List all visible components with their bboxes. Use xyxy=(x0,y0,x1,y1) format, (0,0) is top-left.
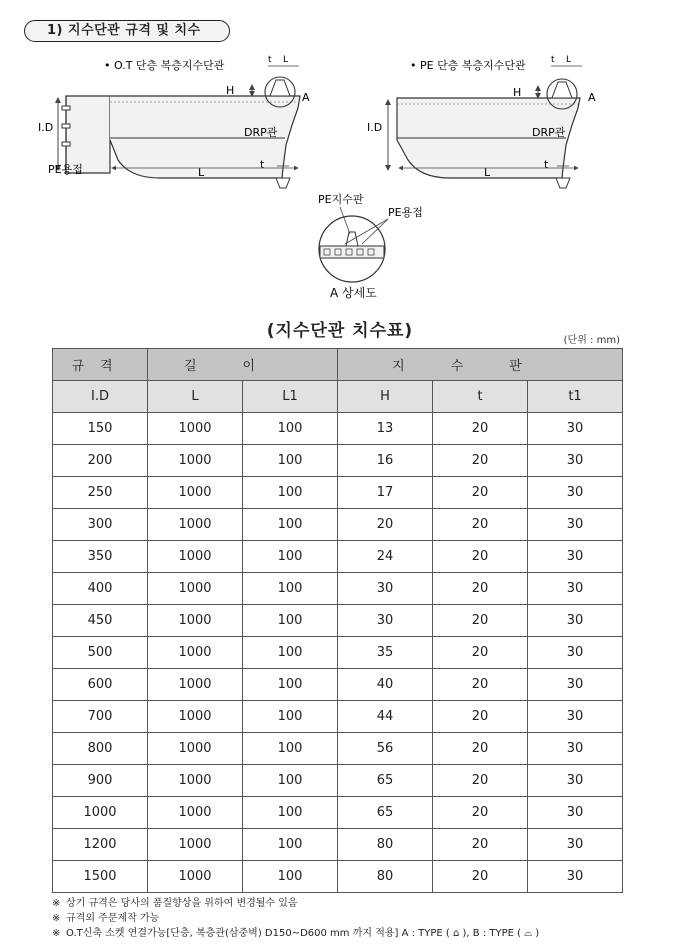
table-row xyxy=(53,765,623,797)
ot-socket xyxy=(66,96,110,173)
table-cell: 65 xyxy=(338,797,433,829)
pe-label-id: I.D xyxy=(367,121,383,134)
ot-label-id: I.D xyxy=(38,121,54,134)
table-cell: 100 xyxy=(243,765,338,797)
table-cell: 30 xyxy=(528,701,623,733)
table-cell: 100 xyxy=(243,637,338,669)
table-cell: 1000 xyxy=(148,477,243,509)
note-text: 상기 규격은 당사의 품질향상을 위하여 변경될수 있음 xyxy=(66,898,298,909)
table-cell: 1000 xyxy=(148,413,243,445)
ot-label-h: H xyxy=(226,84,235,97)
group-header-length: 길이 xyxy=(148,349,338,381)
table-row xyxy=(53,829,623,861)
table-cell: 80 xyxy=(338,861,433,893)
table-cell: 30 xyxy=(528,605,623,637)
table-cell: 300 xyxy=(53,509,148,541)
ot-clip xyxy=(62,124,70,128)
note-mark: ※ xyxy=(52,928,61,939)
table-cell: 100 xyxy=(243,477,338,509)
pe-label-a: A xyxy=(588,91,596,104)
table-cell: 100 xyxy=(243,541,338,573)
ot-label-drp: DRP관 xyxy=(244,126,278,139)
table-cell: 44 xyxy=(338,701,433,733)
column-header: L1 xyxy=(243,381,338,413)
table-cell: 56 xyxy=(338,733,433,765)
table-cell: 450 xyxy=(53,605,148,637)
table-cell: 800 xyxy=(53,733,148,765)
table-cell: 1000 xyxy=(148,541,243,573)
table-cell: 20 xyxy=(433,733,528,765)
table-cell: 30 xyxy=(528,669,623,701)
notes xyxy=(52,896,539,941)
table-cell: 100 xyxy=(243,445,338,477)
table-cell: 20 xyxy=(433,829,528,861)
note-item xyxy=(52,896,539,911)
table-cell: 20 xyxy=(433,509,528,541)
pe-label-drp: DRP관 xyxy=(532,126,566,139)
pe-label-h: H xyxy=(513,86,522,99)
table-cell: 30 xyxy=(528,829,623,861)
table-cell: 1000 xyxy=(148,701,243,733)
table-cell: 1000 xyxy=(148,445,243,477)
table-cell: 24 xyxy=(338,541,433,573)
table-cell: 30 xyxy=(528,477,623,509)
ot-clip xyxy=(62,106,70,110)
table-cell: 65 xyxy=(338,765,433,797)
table-cell: 1000 xyxy=(148,861,243,893)
table-cell: 200 xyxy=(53,445,148,477)
ot-label-l: L xyxy=(198,166,205,179)
table-cell: 30 xyxy=(528,413,623,445)
table-cell: 100 xyxy=(243,701,338,733)
ot-label-a: A xyxy=(302,91,310,104)
ot-clip xyxy=(62,142,70,146)
table-cell: 30 xyxy=(338,605,433,637)
table-cell: 100 xyxy=(243,733,338,765)
table-row xyxy=(53,669,623,701)
table-cell: 1000 xyxy=(148,829,243,861)
pe-label-t1: t xyxy=(551,55,555,65)
pe-label-l: L xyxy=(484,166,491,179)
table-cell: 30 xyxy=(528,509,623,541)
ot-label-l1: L xyxy=(283,55,289,65)
table-row xyxy=(53,605,623,637)
table-row xyxy=(53,509,623,541)
table-cell: 100 xyxy=(243,573,338,605)
table-cell: 30 xyxy=(528,573,623,605)
table-cell: 700 xyxy=(53,701,148,733)
table-cell: 20 xyxy=(433,541,528,573)
table-cell: 600 xyxy=(53,669,148,701)
group-header-plate: 지수판 xyxy=(338,349,623,381)
column-header: L xyxy=(148,381,243,413)
table-cell: 250 xyxy=(53,477,148,509)
table-cell: 400 xyxy=(53,573,148,605)
table-cell: 1000 xyxy=(148,509,243,541)
table-cell: 30 xyxy=(338,573,433,605)
detail-a-diagram xyxy=(318,192,423,300)
table-cell: 30 xyxy=(528,445,623,477)
detail-label-weld: PE용접 xyxy=(388,206,423,219)
table-cell: 30 xyxy=(528,765,623,797)
table-cell: 35 xyxy=(338,637,433,669)
table-cell: 17 xyxy=(338,477,433,509)
table-cell: 20 xyxy=(433,573,528,605)
table-cell: 30 xyxy=(528,541,623,573)
table-cell: 20 xyxy=(433,605,528,637)
table-cell: 1000 xyxy=(148,669,243,701)
table-cell: 1000 xyxy=(148,765,243,797)
table-cell: 40 xyxy=(338,669,433,701)
column-header: H xyxy=(338,381,433,413)
note-item xyxy=(52,911,539,926)
detail-label-plate: PE지수판 xyxy=(318,193,364,206)
table-cell: 20 xyxy=(433,477,528,509)
table-cell: 20 xyxy=(433,797,528,829)
ot-diagram xyxy=(38,55,310,188)
pe-flange xyxy=(552,82,572,98)
pe-diagram xyxy=(367,55,596,188)
ot-label-pe-weld: PE용접 xyxy=(48,163,83,176)
table-cell: 20 xyxy=(338,509,433,541)
table-cell: 100 xyxy=(243,605,338,637)
note-text: 규격외 주문제작 가능 xyxy=(66,913,160,924)
table-row xyxy=(53,573,623,605)
table-cell: 30 xyxy=(528,733,623,765)
note-text: O.T신축 소켓 연결가능[단층, 복층관(삼중벽) D150~D600 mm 까지 적용] A : TYPE ( ⌂ ), B : TYPE ( ⌓ ) xyxy=(66,928,540,939)
detail-caption: A 상세도 xyxy=(330,286,377,300)
table-cell: 100 xyxy=(243,797,338,829)
table-cell: 150 xyxy=(53,413,148,445)
table-cell: 30 xyxy=(528,797,623,829)
table-cell: 30 xyxy=(528,861,623,893)
table-cell: 1000 xyxy=(148,797,243,829)
table-cell: 1000 xyxy=(148,605,243,637)
table-cell: 100 xyxy=(243,861,338,893)
dimension-table xyxy=(52,348,623,893)
column-header: t1 xyxy=(528,381,623,413)
note-mark: ※ xyxy=(52,913,61,924)
diagram-figure xyxy=(0,0,680,310)
table-cell: 1200 xyxy=(53,829,148,861)
ot-flange xyxy=(270,80,290,96)
table-cell: 1500 xyxy=(53,861,148,893)
table-cell: 100 xyxy=(243,669,338,701)
table-cell: 500 xyxy=(53,637,148,669)
ot-label-t1: t xyxy=(268,55,272,65)
table-cell: 1000 xyxy=(53,797,148,829)
table-cell: 20 xyxy=(433,637,528,669)
table-cell: 1000 xyxy=(148,573,243,605)
group-header-spec: 규격 xyxy=(53,349,148,381)
column-header: t xyxy=(433,381,528,413)
table-cell: 350 xyxy=(53,541,148,573)
note-item xyxy=(52,926,539,941)
table-cell: 20 xyxy=(433,765,528,797)
table-cell: 16 xyxy=(338,445,433,477)
table-cell: 20 xyxy=(433,669,528,701)
table-row xyxy=(53,733,623,765)
unit-note: (단위 : mm) xyxy=(563,335,620,346)
table-cell: 80 xyxy=(338,829,433,861)
table-row xyxy=(53,701,623,733)
table-cell: 30 xyxy=(528,637,623,669)
section-title: 1) 지수단관 규격 및 치수 xyxy=(24,20,230,42)
table-cell: 900 xyxy=(53,765,148,797)
table-row xyxy=(53,477,623,509)
table-row xyxy=(53,445,623,477)
table-row xyxy=(53,637,623,669)
table-cell: 20 xyxy=(433,413,528,445)
note-mark: ※ xyxy=(52,898,61,909)
pe-caption: • PE 단층 복층지수단관 xyxy=(410,59,526,72)
column-header: I.D xyxy=(53,381,148,413)
table-row xyxy=(53,541,623,573)
ot-label-t: t xyxy=(260,158,265,171)
table-cell: 13 xyxy=(338,413,433,445)
ot-caption: • O.T 단층 복층지수단관 xyxy=(104,59,225,72)
table-cell: 1000 xyxy=(148,733,243,765)
column-header-row xyxy=(53,381,623,413)
table-cell: 1000 xyxy=(148,637,243,669)
table-cell: 20 xyxy=(433,861,528,893)
table-row xyxy=(53,861,623,893)
pe-label-t: t xyxy=(544,158,549,171)
table-title: (지수단관 치수표) xyxy=(266,321,414,341)
table-cell: 20 xyxy=(433,445,528,477)
table-row xyxy=(53,797,623,829)
group-header-row xyxy=(53,349,623,381)
pe-label-l1: L xyxy=(566,55,572,65)
table-cell: 100 xyxy=(243,413,338,445)
table-cell: 100 xyxy=(243,829,338,861)
table-cell: 20 xyxy=(433,701,528,733)
table-row xyxy=(53,413,623,445)
table-cell: 100 xyxy=(243,509,338,541)
